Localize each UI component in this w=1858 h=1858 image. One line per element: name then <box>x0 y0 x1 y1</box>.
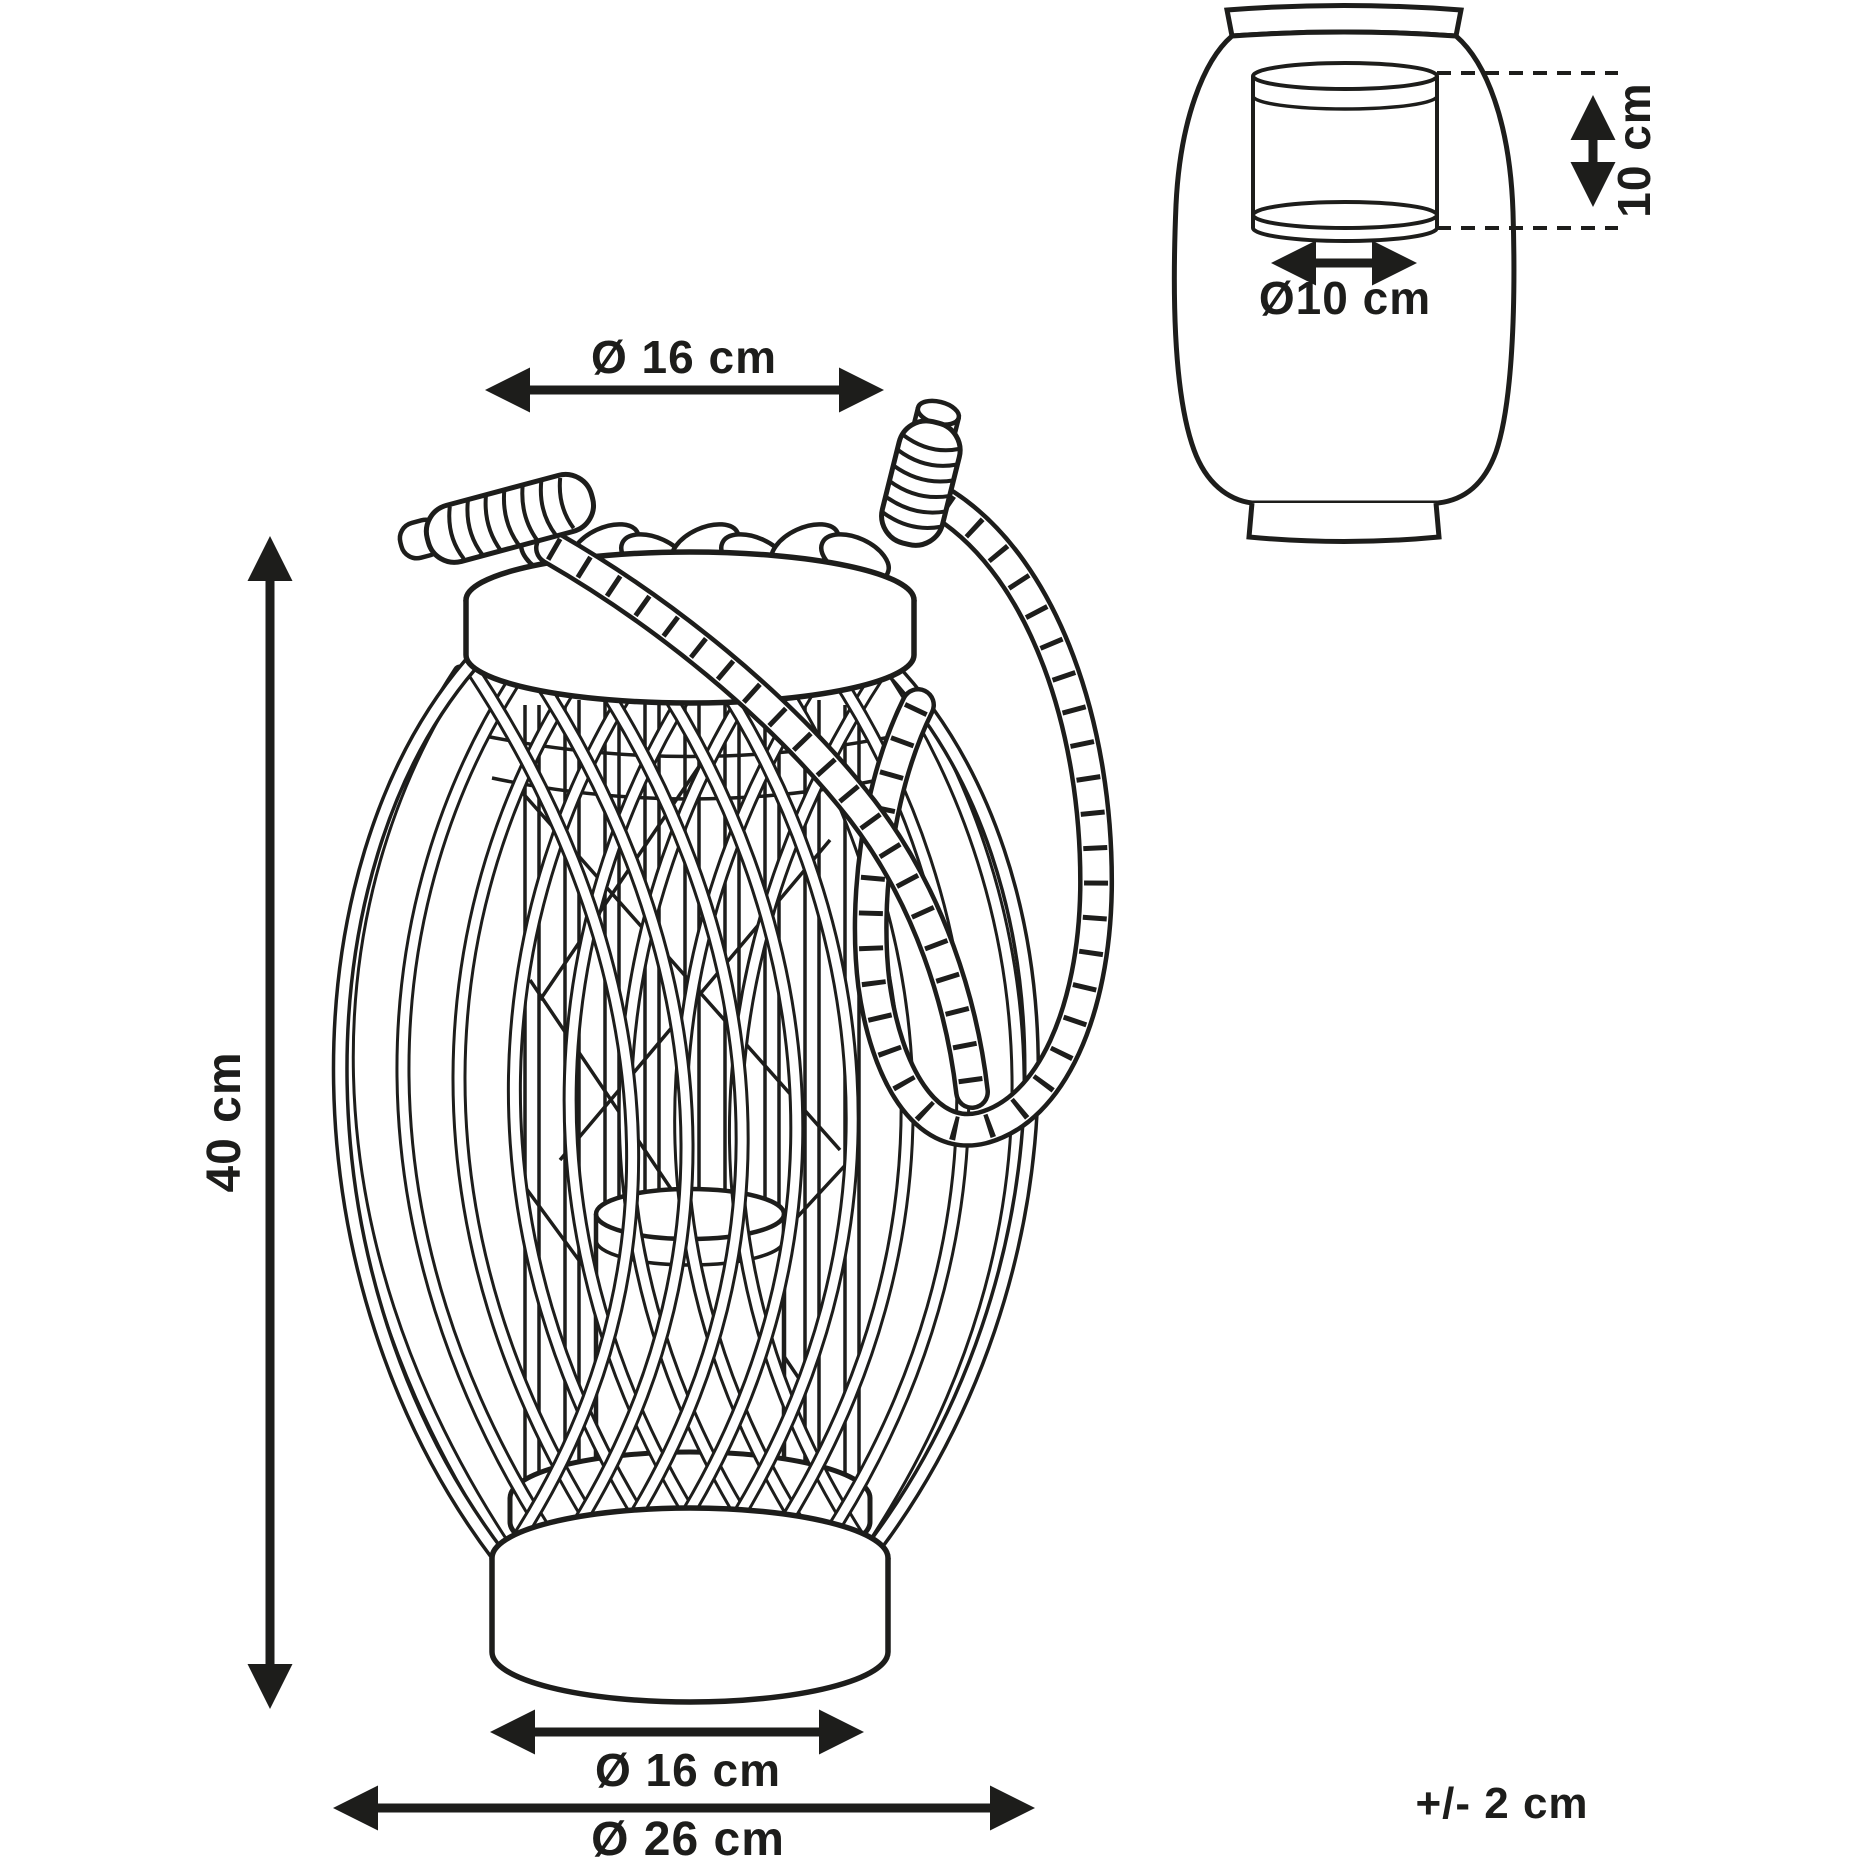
lantern-drawing <box>198 331 1096 1858</box>
dim-base-outer-label: Ø 26 cm <box>591 1813 785 1858</box>
dim-insert-diameter <box>1259 263 1431 324</box>
candle-insert-inset <box>1174 6 1660 542</box>
dim-base-inner-diameter <box>499 1732 855 1796</box>
inset-jar-base <box>1249 503 1439 542</box>
dim-top-diameter <box>494 331 875 390</box>
tolerance-label: +/- 2 cm <box>1415 1779 1589 1828</box>
dim-height-label: 40 cm <box>198 1051 251 1193</box>
dim-insert-height <box>1593 82 1660 217</box>
dim-insert-diameter-label: Ø10 cm <box>1258 272 1432 324</box>
dim-height <box>198 545 270 1700</box>
inset-candle-cylinder <box>1253 63 1437 241</box>
dim-insert-height-label: 10 cm <box>1608 82 1660 218</box>
dim-top-diameter-label: Ø 16 cm <box>591 331 777 383</box>
base-plinth <box>492 1508 888 1702</box>
dim-base-outer-diameter <box>342 1808 1026 1858</box>
dim-base-inner-label: Ø 16 cm <box>595 1744 781 1796</box>
